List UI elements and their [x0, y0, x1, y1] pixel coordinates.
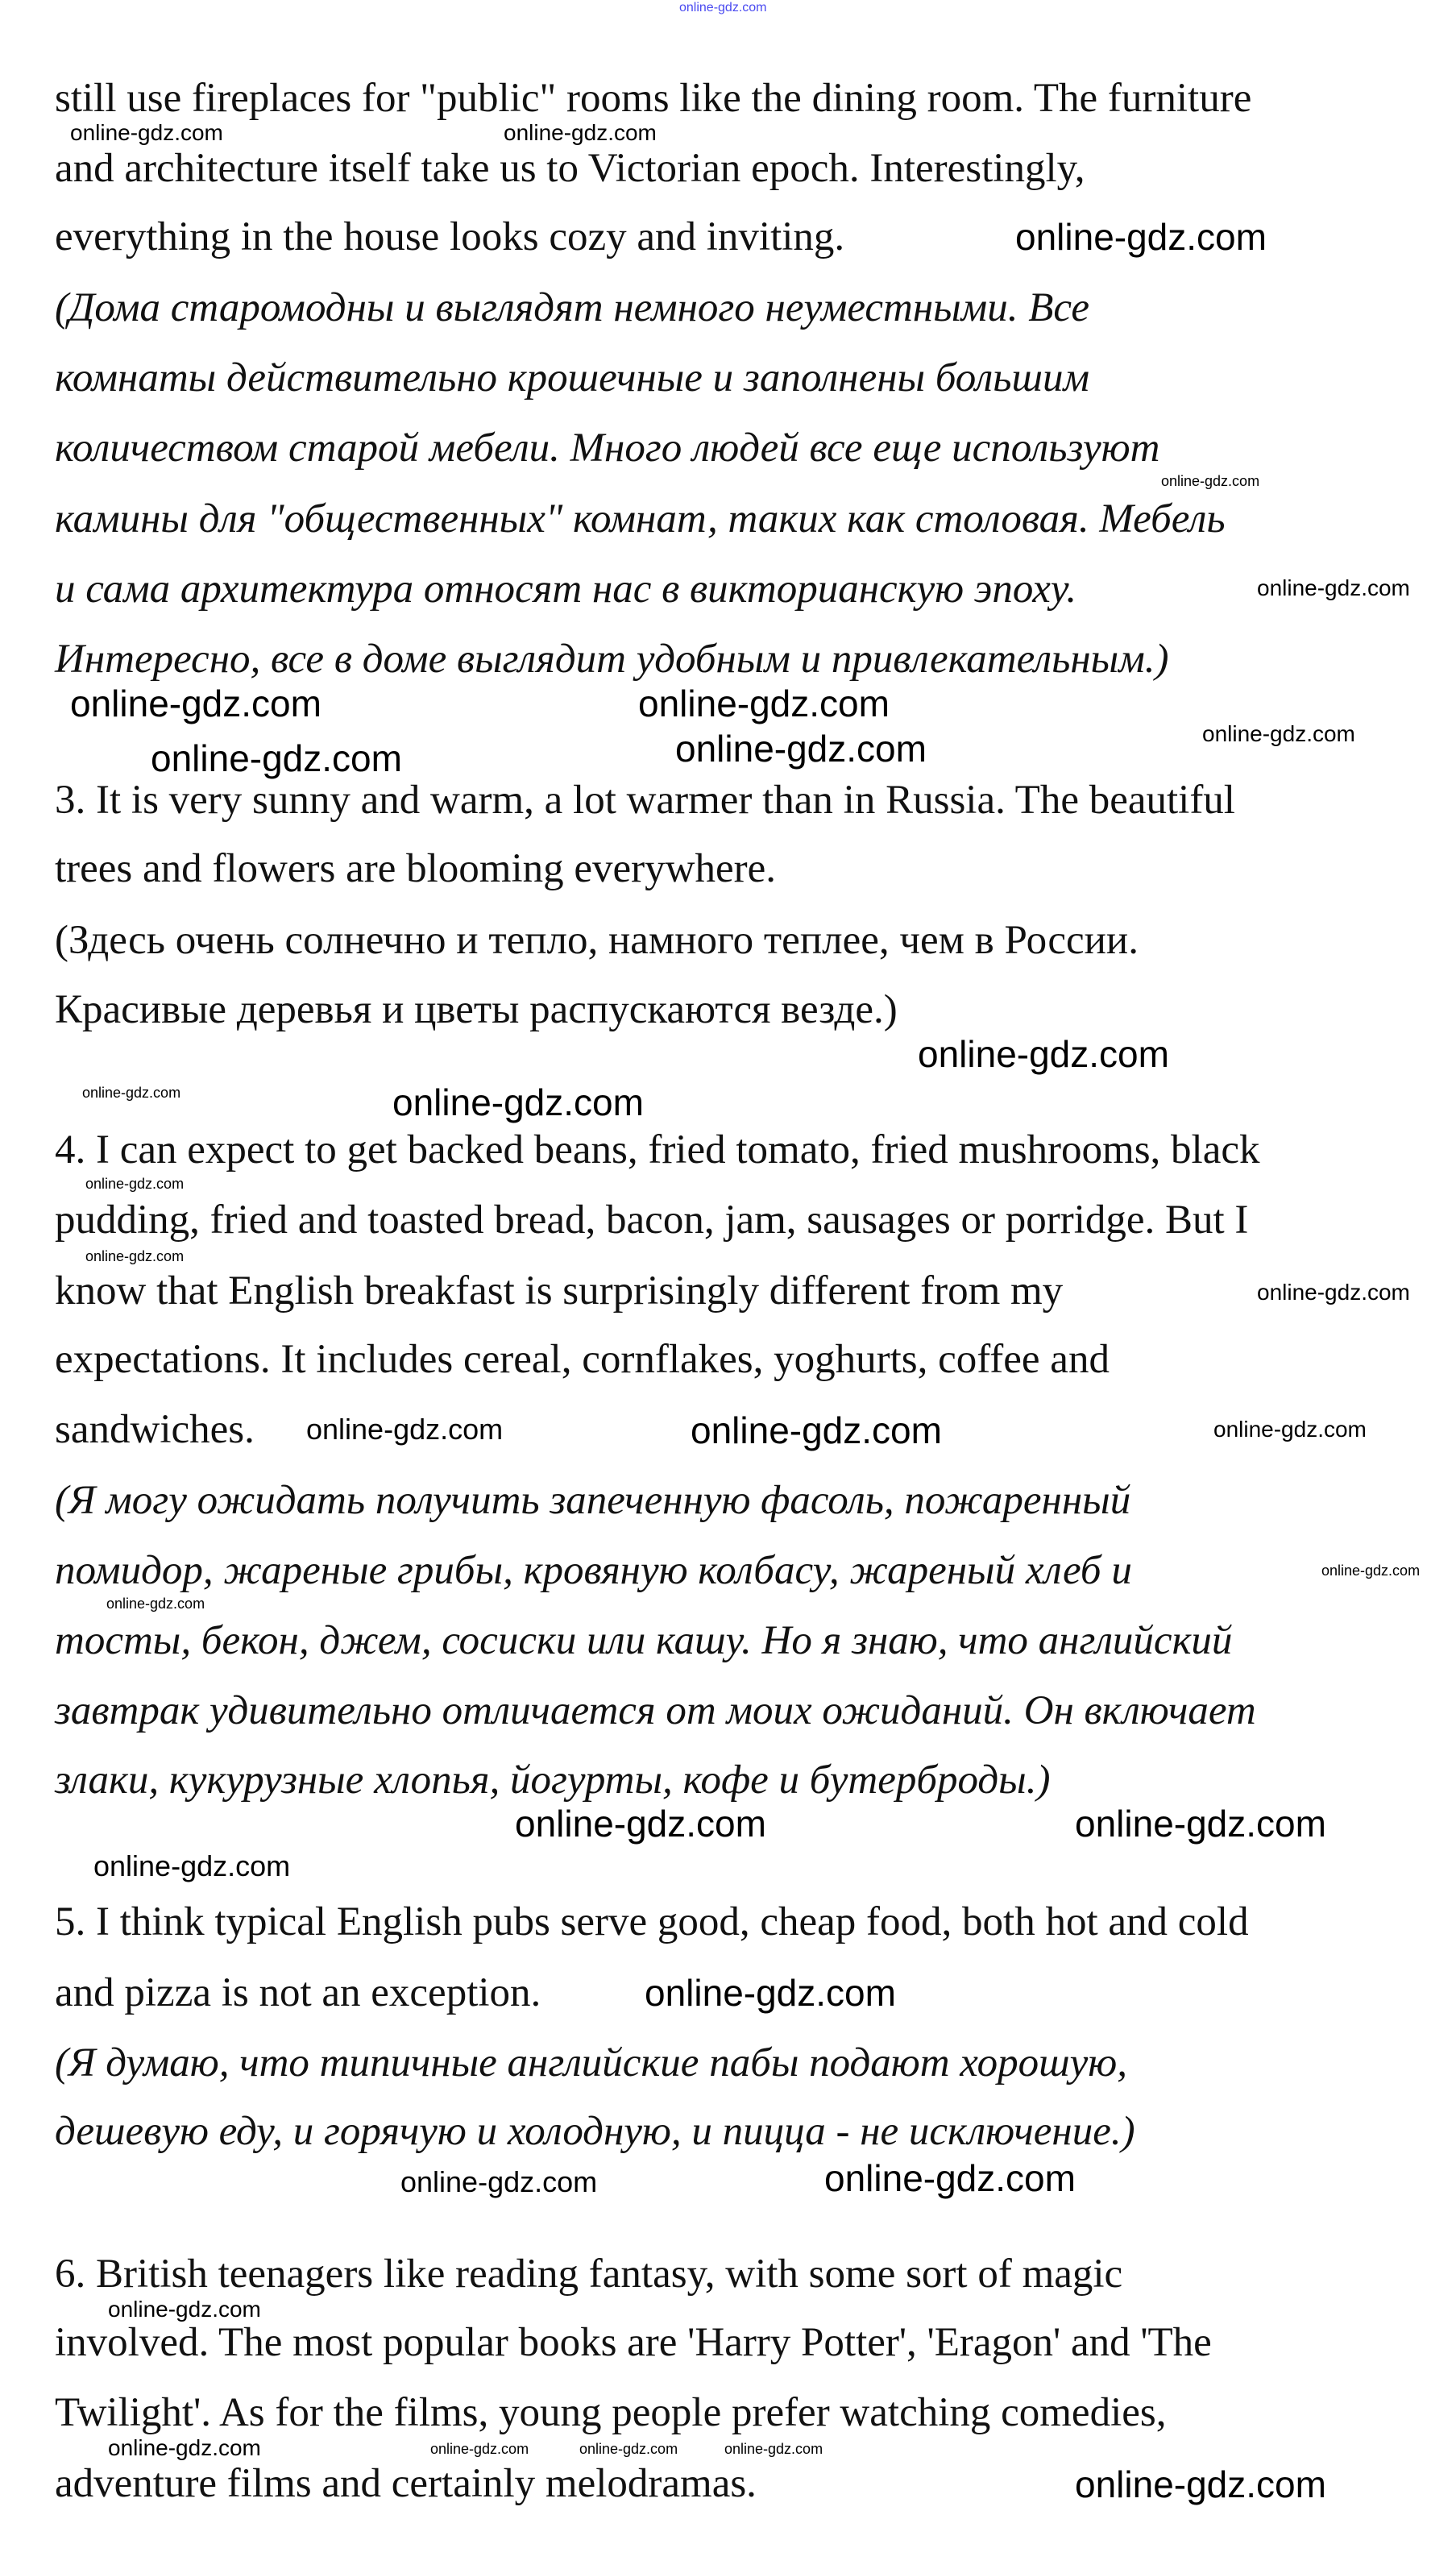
answer-3-translation: Красивые деревья и цветы распускаются везде.) [55, 987, 898, 1032]
answer-4-line: pudding, fried and toasted bread, bacon, jam, sausages or porridge. But I [55, 1197, 1249, 1243]
translation-line: Интересно, все в доме выглядит удобным и привлекательным.) [55, 637, 1169, 682]
translation-line: и сама архитектура относят нас в викторианскую эпоху. [55, 567, 1077, 612]
answer-4-translation: помидор, жареные грибы, кровяную колбасу, жареный хлеб и [55, 1548, 1132, 1593]
watermark: online-gdz.com [85, 1248, 185, 1264]
watermark: online-gdz.com [645, 1972, 896, 2014]
answer-6-line: Twilight'. As for the films, young people prefer watching comedies, [55, 2390, 1167, 2435]
watermark: online-gdz.com [724, 2441, 823, 2457]
answer-3-line: trees and flowers are blooming everywhere. [55, 846, 776, 891]
watermark: online-gdz.com [691, 1409, 942, 1451]
watermark: online-gdz.com [392, 1081, 644, 1123]
answer-5-translation: дешевую еду, и горячую и холодную, и пицца - не исключение.) [55, 2109, 1135, 2154]
watermark: online-gdz.com [1015, 216, 1267, 258]
watermark: online-gdz.com [1202, 721, 1355, 746]
answer-6-line: adventure films and certainly melodramas. [55, 2461, 757, 2506]
watermark: online-gdz.com [70, 683, 321, 724]
answer-4-line: know that English breakfast is surprisingly different from my [55, 1268, 1064, 1314]
answer-4-line: expectations. It includes cereal, cornflakes, yoghurts, coffee and [55, 1337, 1110, 1382]
watermark: online-gdz.com [151, 737, 402, 779]
watermark: online-gdz.com [108, 2297, 261, 2322]
answer-4-line: 4. I can expect to get backed beans, fried tomato, fried mushrooms, black [55, 1127, 1260, 1172]
answer-5-translation: (Я думаю, что типичные английские пабы подают хорошую, [55, 2040, 1128, 2085]
answer-5-line: 5. I think typical English pubs serve good, cheap food, both hot and cold [55, 1899, 1249, 1944]
watermark: online-gdz.com [638, 683, 890, 724]
watermark: online-gdz.com [93, 1849, 291, 1882]
watermark: online-gdz.com [85, 1176, 185, 1192]
watermark: online-gdz.com [108, 2435, 261, 2460]
watermark: online-gdz.com [400, 2165, 598, 2198]
watermark: online-gdz.com [824, 2157, 1076, 2199]
text-line: and architecture itself take us to Victorian epoch. Interestingly, [55, 146, 1085, 191]
translation-line: количеством старой мебели. Много людей все еще используют [55, 425, 1160, 471]
watermark: online-gdz.com [306, 1413, 504, 1446]
answer-3-translation: (Здесь очень солнечно и тепло, намного теплее, чем в России. [55, 918, 1139, 963]
answer-4-line: sandwiches. [55, 1407, 255, 1452]
answer-6-line: 6. British teenagers like reading fantasy, with some sort of magic [55, 2252, 1123, 2297]
watermark: online-gdz.com [1075, 2463, 1326, 2505]
watermark: online-gdz.com [504, 120, 657, 145]
translation-line: камины для "общественных" комнат, таких как столовая. Мебель [55, 496, 1226, 542]
watermark: online-gdz.com [679, 1, 767, 15]
watermark: online-gdz.com [1213, 1417, 1367, 1442]
watermark: online-gdz.com [1075, 1803, 1326, 1845]
answer-4-translation: тосты, бекон, джем, сосиски или кашу. Но я знаю, что английский [55, 1618, 1233, 1663]
watermark: online-gdz.com [1161, 473, 1260, 489]
watermark: online-gdz.com [918, 1033, 1169, 1075]
watermark: online-gdz.com [579, 2441, 678, 2457]
answer-6-line: involved. The most popular books are 'Harry Potter', 'Eragon' and 'The [55, 2320, 1212, 2365]
watermark: online-gdz.com [675, 728, 927, 770]
watermark: online-gdz.com [515, 1803, 766, 1845]
translation-line: комнаты действительно крошечные и заполнены большим [55, 355, 1090, 400]
watermark: online-gdz.com [1321, 1563, 1421, 1579]
watermark: online-gdz.com [70, 120, 223, 145]
translation-line: (Дома старомодны и выглядят немного неуместными. Все [55, 285, 1089, 330]
watermark: online-gdz.com [1257, 575, 1410, 600]
answer-5-line: and pizza is not an exception. [55, 1970, 541, 2015]
watermark: online-gdz.com [106, 1596, 205, 1612]
watermark: online-gdz.com [430, 2441, 529, 2457]
text-line: still use fireplaces for "public" rooms like the dining room. The furniture [55, 76, 1252, 121]
answer-4-translation: (Я могу ожидать получить запеченную фасоль, пожаренный [55, 1478, 1131, 1523]
answer-3-line: 3. It is very sunny and warm, a lot warmer than in Russia. The beautiful [55, 778, 1235, 823]
answer-4-translation: завтрак удивительно отличается от моих ожиданий. Он включает [55, 1688, 1256, 1733]
watermark: online-gdz.com [82, 1085, 181, 1101]
answer-4-translation: злаки, кукурузные хлопья, йогурты, кофе и бутерброды.) [55, 1758, 1051, 1803]
watermark: online-gdz.com [1257, 1280, 1410, 1305]
text-line: everything in the house looks cozy and inviting. [55, 214, 845, 259]
